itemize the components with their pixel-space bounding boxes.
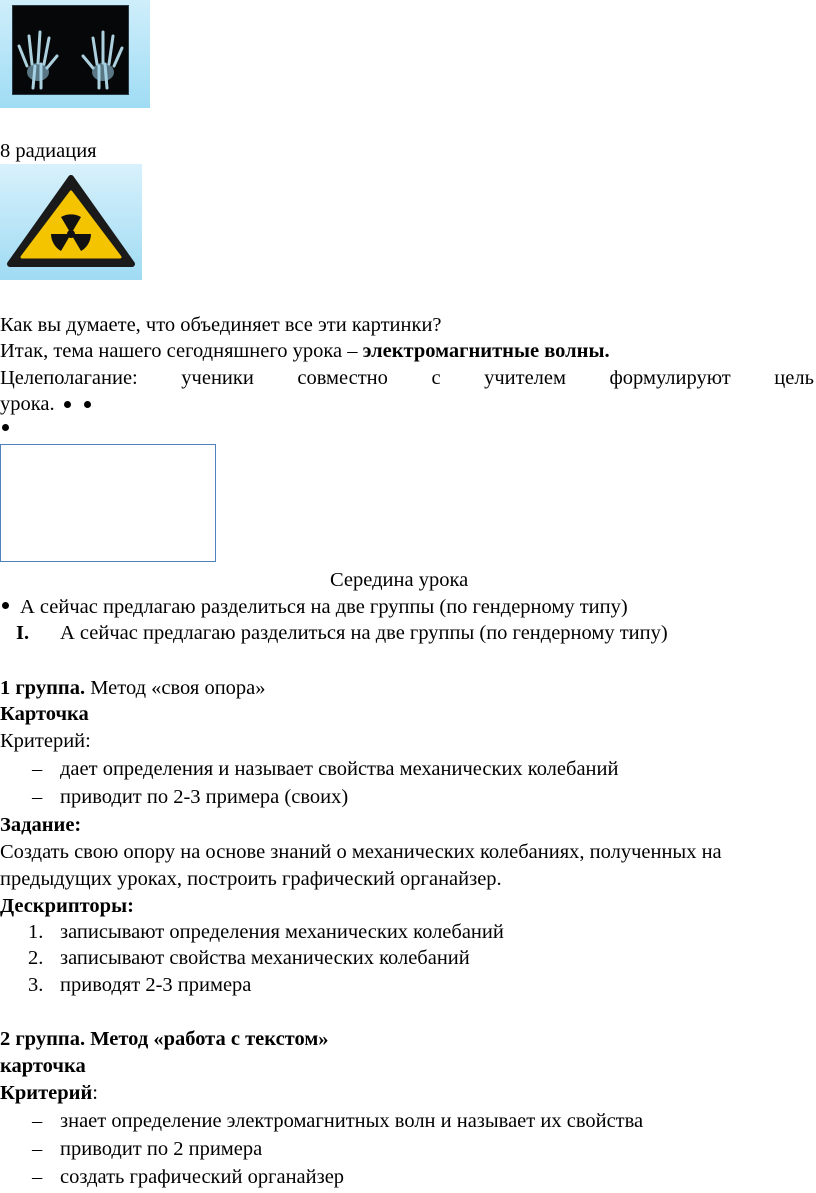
roman-numeral: I.: [16, 622, 30, 644]
group1-label: 1 группа.: [0, 677, 86, 699]
dash-marker: –: [32, 1166, 43, 1188]
task-text: Создать свою опору на основе знаний о механических колебаниях, полученных на: [0, 841, 722, 863]
descriptors-label: Дескрипторы:: [0, 895, 134, 917]
list-number: 3.: [28, 974, 44, 996]
goal-word: цель: [774, 367, 814, 389]
goal-word: Целеполагание:: [0, 367, 138, 389]
group2-criterion: [0, 1080, 98, 1106]
question-text: Как вы думаете, что объединяет все эти картинки?: [0, 314, 442, 336]
descriptor-item: приводят 2-3 примера: [60, 974, 252, 996]
bullet-icon: [2, 424, 9, 431]
descriptor-item: записывают свойства механических колебаний: [60, 947, 470, 969]
dash-marker: –: [32, 758, 43, 780]
bullet-text: А сейчас предлагаю разделиться на две группы (по гендерному типу): [20, 596, 628, 618]
criterion-item: создать графический органайзер: [60, 1166, 345, 1188]
bullet-icon: [64, 401, 71, 408]
list-number: 2.: [28, 947, 44, 969]
goal-word: учителем: [484, 367, 566, 389]
bullet-icon: [2, 602, 9, 609]
task-text: предыдущих уроках, построить графический органайзер.: [0, 868, 502, 890]
group1-method: Метод «своя опора»: [85, 677, 266, 699]
task-label: Задание:: [0, 814, 82, 836]
goal-word: с: [431, 367, 441, 389]
topic-title: электромагнитные волны.: [362, 340, 610, 362]
topic-line: [0, 338, 610, 364]
bullet-icon: [84, 401, 91, 408]
radiation-warning-icon: [0, 164, 142, 280]
criterion-item: приводит по 2-3 примера (своих): [60, 786, 349, 808]
criterion-item: знает определение электромагнитных волн и называет их свойства: [60, 1110, 644, 1132]
topic-prefix: Итак, тема нашего сегодняшнего урока –: [0, 340, 363, 362]
group1-title: [0, 675, 266, 701]
list-number: 1.: [28, 921, 44, 943]
dash-marker: –: [32, 1138, 43, 1160]
criterion-item: дает определения и называет свойства механических колебаний: [60, 758, 619, 780]
group2-title: 2 группа. Метод «работа с текстом»: [0, 1028, 329, 1050]
group2-card: карточка: [0, 1055, 86, 1077]
goal-word: ученики: [181, 367, 254, 389]
goal-line: [0, 365, 814, 391]
criterion-item: приводит по 2 примера: [60, 1138, 263, 1160]
group2-criterion-label: Критерий: [0, 1082, 93, 1104]
dash-marker: –: [32, 786, 43, 808]
list-item-radiation: 8 радиация: [0, 140, 97, 162]
group1-criterion: Критерий:: [0, 730, 91, 752]
section-heading: Середина урока: [330, 569, 469, 591]
group2-criterion-colon: :: [92, 1082, 98, 1104]
dash-marker: –: [32, 1110, 43, 1132]
group1-card: Карточка: [0, 703, 89, 725]
descriptor-item: записывают определения механических колебаний: [60, 921, 504, 943]
goal-word: совместно: [297, 367, 388, 389]
goal-end: урока.: [0, 393, 55, 415]
xray-hands-image: [0, 0, 150, 108]
empty-frame: [0, 444, 216, 562]
goal-word: формулируют: [609, 367, 731, 389]
roman-item-text: А сейчас предлагаю разделиться на две группы (по гендерному типу): [60, 622, 668, 644]
